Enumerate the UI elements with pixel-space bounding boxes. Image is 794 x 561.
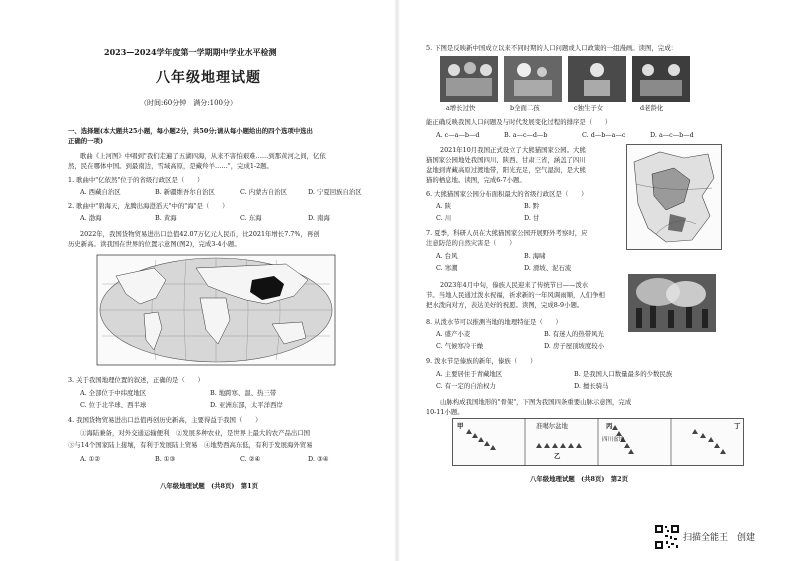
q4-option-a: A. ①②	[80, 455, 101, 463]
exam-meta: （时间:60分钟 满分:100分）	[140, 99, 237, 107]
q4-statement-2: ③与14个国家陆上接壤，有利于发展陆上贸易 ④地势西高东低，有利于发展海外贸易	[68, 441, 313, 449]
q7-option-b: B. 海啸	[524, 252, 546, 260]
passage-3-cont-1: 猫国家公园地处我国四川、陕西、甘肃三省，涵盖了四川	[426, 156, 586, 164]
question-3: 3. 关于我国地理位置的叙述，正确的是（ ）	[68, 376, 204, 384]
scanner-watermark: 扫描全能王 创建	[683, 533, 756, 543]
question-8: 8. 从泼水节可以推测当地的地理特征是（ ）	[426, 318, 562, 326]
q1-option-a: A. 西藏自治区	[80, 188, 121, 196]
cartoon-d	[632, 56, 690, 102]
passage-4-cont-2: 把水泼向对方，表达美好的祝愿。读图，完成8-9小题。	[426, 301, 584, 309]
passage-5: 山脉构成我国地形的"骨架"，下图为我国四条重要山脉示意图，完成	[440, 398, 632, 406]
q5-option-d: D. a—c—b—d	[650, 131, 694, 139]
subject-title: 八年级地理试题	[156, 70, 261, 86]
exam-title: 2023—2024学年度第一学期期中学业水平检测	[104, 47, 277, 57]
cartoon-caption-a: a增长过快	[446, 104, 476, 112]
passage-4: 2023年4月中旬，傣族人民迎来了传统节日——泼水	[440, 281, 589, 289]
passage-2-cont: 历史新高。读我国在世界的位置示意图(图2)，完成3-4小题。	[68, 240, 241, 248]
exam-page-2	[404, 0, 794, 561]
passage-5-cont: 10-11小题。	[426, 408, 464, 416]
cartoon-b	[504, 56, 562, 102]
passage-3-cont-2: 盆地到青藏高原过渡地带，阳光充足，空气湿润，是大熊	[426, 166, 586, 174]
world-map-figure	[96, 254, 336, 366]
q7-option-a: A. 台风	[436, 252, 458, 260]
section-heading: 一、选择题(本大题共25小题，每小题2分，共50分;请从每小题给出的四个选项中选出	[68, 127, 313, 135]
cartoon-caption-c: c独生子女	[574, 104, 604, 112]
exam-page-1	[0, 0, 390, 561]
passage-1: 歌曲《上河图》中唱到"我们走遍了五湖四海，从来不害怕艰难……到那黄河之间，亿依	[80, 152, 326, 160]
q6-option-b: B. 黔	[524, 202, 540, 210]
question-7: 7. 夏季，科研人员在大熊猫国家公园开展野外考察时，应	[426, 229, 588, 237]
q7-option-c: C. 寒潮	[436, 264, 458, 272]
panel-label-ding: 丁	[734, 422, 741, 430]
panda-park-map	[626, 144, 722, 250]
question-5-prompt: 能正确反映我国人口问题及与时代发展变化过程的排序是（ ）	[426, 118, 612, 126]
q6-option-c: C. 川	[436, 214, 452, 222]
q1-option-b: B. 新疆维吾尔自治区	[155, 188, 215, 196]
q3-option-b: B. 地跨寒、温、热三带	[210, 389, 277, 397]
question-9: 9. 泼水节是傣族的新年，傣族（ ）	[426, 357, 537, 365]
panel-basin-junggar: 准噶尔盆地	[536, 422, 568, 430]
passage-2: 2022年，我国货物贸易进出口总值42.07万亿元人民币，比2021年增长7.7%，再创	[80, 230, 320, 238]
page-fold	[394, 0, 400, 561]
question-4: 4. 我国货物贸易进出口总值再创历史新高，主要得益于我国（ ）	[68, 416, 262, 424]
cartoon-a	[440, 56, 498, 102]
q5-option-c: C. d—b—a—c	[582, 131, 626, 139]
q8-option-a: A. 盛产小麦	[436, 330, 471, 338]
panel-label-jia: 甲	[457, 422, 464, 430]
q3-option-d: D. 亚洲东部，太平洋西岸	[210, 401, 283, 409]
q6-option-d: D. 甘	[524, 214, 540, 222]
passage-3-cont-3: 猫的栖息地。读图，完成6-7小题。	[426, 176, 526, 184]
q2-option-c: C. 东海	[240, 214, 262, 222]
passage-4-cont-1: 节。当地人民通过泼水祝福，祈求新的一年风调雨顺，人们争相	[426, 291, 605, 299]
q1-option-c: C. 内蒙古自治区	[240, 188, 288, 196]
q5-option-b: B. a—c—d—b	[504, 131, 548, 139]
cartoon-caption-b: b全面二孩	[510, 104, 540, 112]
q2-option-d: D. 南海	[308, 214, 330, 222]
q2-option-a: A. 渤海	[80, 214, 102, 222]
mountain-ranges-figure	[452, 418, 744, 466]
q2-option-b: B. 黄海	[155, 214, 177, 222]
question-1: 1. 歌曲中"亿依然"位于的省级行政区是（ ）	[68, 176, 204, 184]
cartoon-c	[568, 56, 626, 102]
q9-option-d: D. 擅长骑马	[574, 382, 609, 390]
q1-option-d: D. 宁夏回族自治区	[308, 188, 362, 196]
question-2: 2. 歌曲中"碧海天，龙腾出海澄滔天"中的"海"是（ ）	[68, 202, 229, 210]
q8-option-d: D. 房子屋顶坡度较小	[544, 342, 605, 350]
q7-option-d: D. 滑坡、泥石流	[524, 264, 572, 272]
page-footer-2: 八年级地理试题 (共8页) 第2页	[530, 475, 629, 483]
qr-code-icon	[654, 524, 680, 550]
question-5: 5. 下图是反映新中国成立以来不同时期的人口问题或人口政策的一组漫画。读图，完成：	[426, 44, 677, 52]
section-heading-cont: 正确的一项)	[68, 137, 103, 145]
question-6: 6. 大熊猫国家公园分布面积最大的省级行政区是（ ）	[426, 190, 588, 198]
q4-option-b: B. ①③	[155, 455, 176, 463]
q9-option-c: C. 有一定的自治权力	[436, 382, 496, 390]
panel-basin-sichuan: 四川盆地	[602, 437, 625, 443]
cartoon-caption-d: d老龄化	[640, 104, 664, 112]
panel-label-bing: 丙	[606, 422, 613, 430]
q3-option-a: A. 全部位于中纬度地区	[80, 389, 147, 397]
q3-option-c: C. 位于北半球、西半球	[80, 401, 147, 409]
q8-option-c: C. 气候寒冷干燥	[436, 342, 484, 350]
q4-statement-1: ①海陆兼备，对外交通运输便利 ②发展多种农业，是世界上最大的农产品出口国	[80, 429, 311, 437]
page-footer-1: 八年级地理试题 (共8页) 第1页	[160, 482, 259, 490]
q4-option-c: C. ②④	[240, 455, 261, 463]
passage-1-cont: 然，民在哪体中国。到最南边，雪域高原，是藏羚羊……"，完成1-2题。	[68, 162, 273, 170]
q9-option-b: B. 是我国人口数量最多的少数民族	[574, 370, 673, 378]
question-7-cont: 注意防范的自然灾害是（ ）	[426, 239, 516, 247]
passage-3: 2021年10月我国正式设立了大熊猫国家公园。大熊	[440, 146, 586, 154]
q5-option-a: A. c—a—b—d	[436, 131, 480, 139]
q8-option-b: B. 有迷人的热带风光	[544, 330, 604, 338]
panel-label-yi: 乙	[554, 452, 561, 460]
water-festival-photo	[628, 274, 716, 332]
q4-option-d: D. ③④	[308, 455, 329, 463]
q6-option-a: A. 陕	[436, 202, 452, 210]
q9-option-a: A. 主要居住于青藏地区	[436, 370, 503, 378]
